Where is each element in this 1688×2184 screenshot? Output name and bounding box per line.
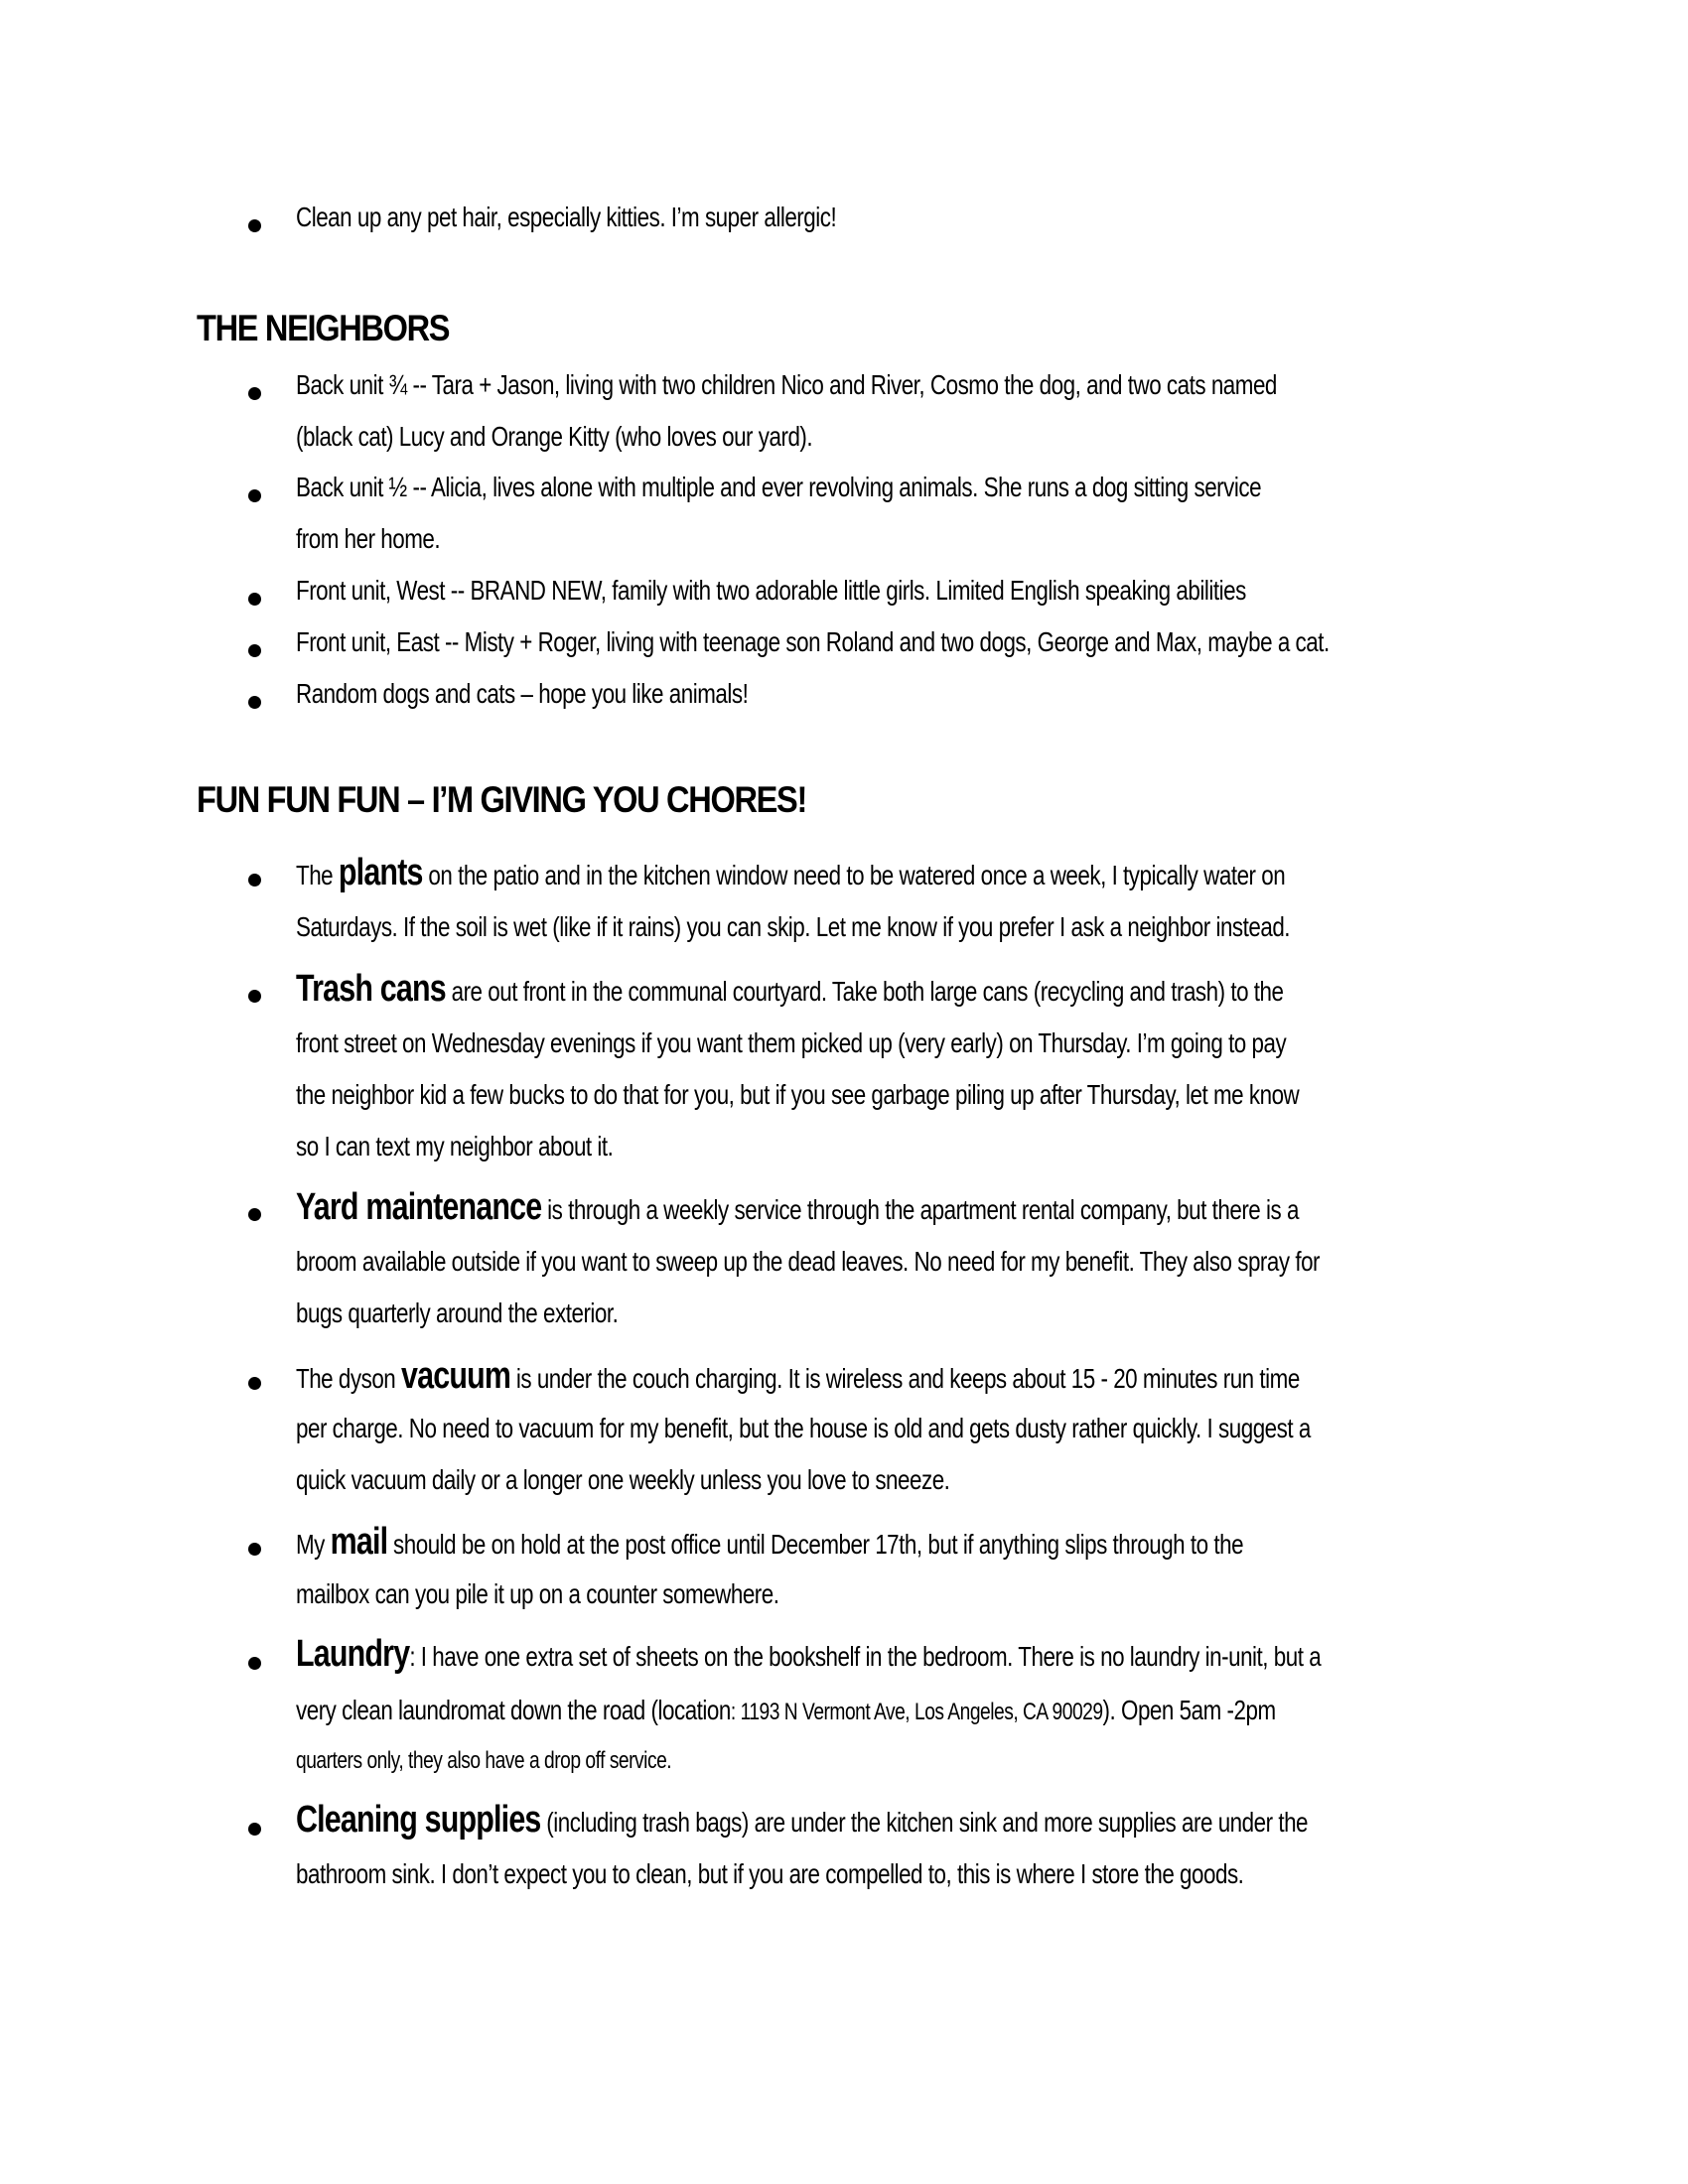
bullet [248,489,261,502]
chore-text: quick vacuum daily or a longer one weekly unless you love to sneeze. [296,1464,950,1495]
chore-text: Trash cans are out front in the communal courtyard. Take both large cans (recycling and trash) to the [296,968,1284,1010]
chore-text: bathroom sink. I don’t expect you to clean, but if you are compelled to, this is where I store the goods. [296,1858,1244,1889]
chore-keyword: Cleaning supplies [296,1799,541,1841]
bullet [248,990,261,1003]
neighbor-text: Front unit, East -- Misty + Roger, living with teenage son Roland and two dogs, George and Max, maybe a cat. [296,626,1330,657]
chore-text: The plants on the patio and in the kitchen window need to be watered once a week, I typically water on [296,852,1286,893]
chore-text: quarters only, they also have a drop off service. [296,1747,672,1774]
chore-keyword: Yard maintenance [296,1186,542,1228]
chore-text: per charge. No need to vacuum for my benefit, but the house is old and gets dusty rather quickly. I suggest a [296,1413,1311,1443]
chore-text: very clean laundromat down the road (location: 1193 N Vermont Ave, Los Angeles, CA 90029). Open 5am -2pm [296,1695,1276,1725]
neighbors-heading: THE NEIGHBORS [197,308,450,348]
bullet [248,219,261,232]
chore-text: Laundry: I have one extra set of sheets on the bookshelf in the bedroom. There is no laundry in-unit, but a [296,1633,1322,1675]
bullet [248,1377,261,1390]
bullet [248,696,261,709]
bullet [248,1823,261,1836]
chore-keyword: plants [338,852,423,893]
neighbor-text: Back unit ½ -- Alicia, lives alone with multiple and ever revolving animals. She runs a dog sitting service [296,472,1262,502]
neighbor-text: Random dogs and cats – hope you like animals! [296,678,749,709]
bullet [248,644,261,657]
chore-text: Cleaning supplies (including trash bags) are under the kitchen sink and more supplies are under the [296,1799,1309,1841]
neighbor-text: from her home. [296,523,441,554]
chore-text: The dyson vacuum is under the couch charging. It is wireless and keeps about 15 - 20 minutes run time [296,1355,1300,1397]
bullet [248,1657,261,1670]
neighbor-text: (black cat) Lucy and Orange Kitty (who loves our yard). [296,421,813,452]
chore-text: Saturdays. If the soil is wet (like if it rains) you can skip. Let me know if you prefer I ask a neighbor instead. [296,911,1291,942]
chore-keyword: Laundry [296,1633,410,1675]
bullet [248,874,261,887]
chore-text: so I can text my neighbor about it. [296,1131,614,1161]
neighbor-text: Back unit ¾ -- Tara + Jason, living with two children Nico and River, Cosmo the dog, and two cats named [296,369,1277,400]
chore-text: Yard maintenance is through a weekly service through the apartment rental company, but there is a [296,1186,1299,1228]
chore-keyword: mail [330,1521,388,1563]
chore-text: My mail should be on hold at the post office until December 17th, but if anything slips through to the [296,1521,1244,1563]
chores-heading: FUN FUN FUN – I’M GIVING YOU CHORES! [197,779,806,820]
bullet [248,1543,261,1556]
chore-text: mailbox can you pile it up on a counter somewhere. [296,1578,779,1609]
chore-text: broom available outside if you want to sweep up the dead leaves. No need for my benefit. They also spray for [296,1246,1321,1277]
chore-keyword: vacuum [401,1355,511,1397]
bullet [248,387,261,400]
chore-text: bugs quarterly around the exterior. [296,1297,619,1328]
chore-text: front street on Wednesday evenings if you want them picked up (very early) on Thursday. I’m going to pay [296,1027,1287,1058]
neighbor-text: Front unit, West -- BRAND NEW, family with two adorable little girls. Limited English speaking abilities [296,575,1246,606]
chore-text: the neighbor kid a few bucks to do that for you, but if you see garbage piling up after Thursday, let me know [296,1079,1300,1110]
chore-keyword: Trash cans [296,968,446,1010]
bullet [248,593,261,606]
bullet [248,1208,261,1221]
item-text: Clean up any pet hair, especially kitties. I’m super allergic! [296,202,837,232]
